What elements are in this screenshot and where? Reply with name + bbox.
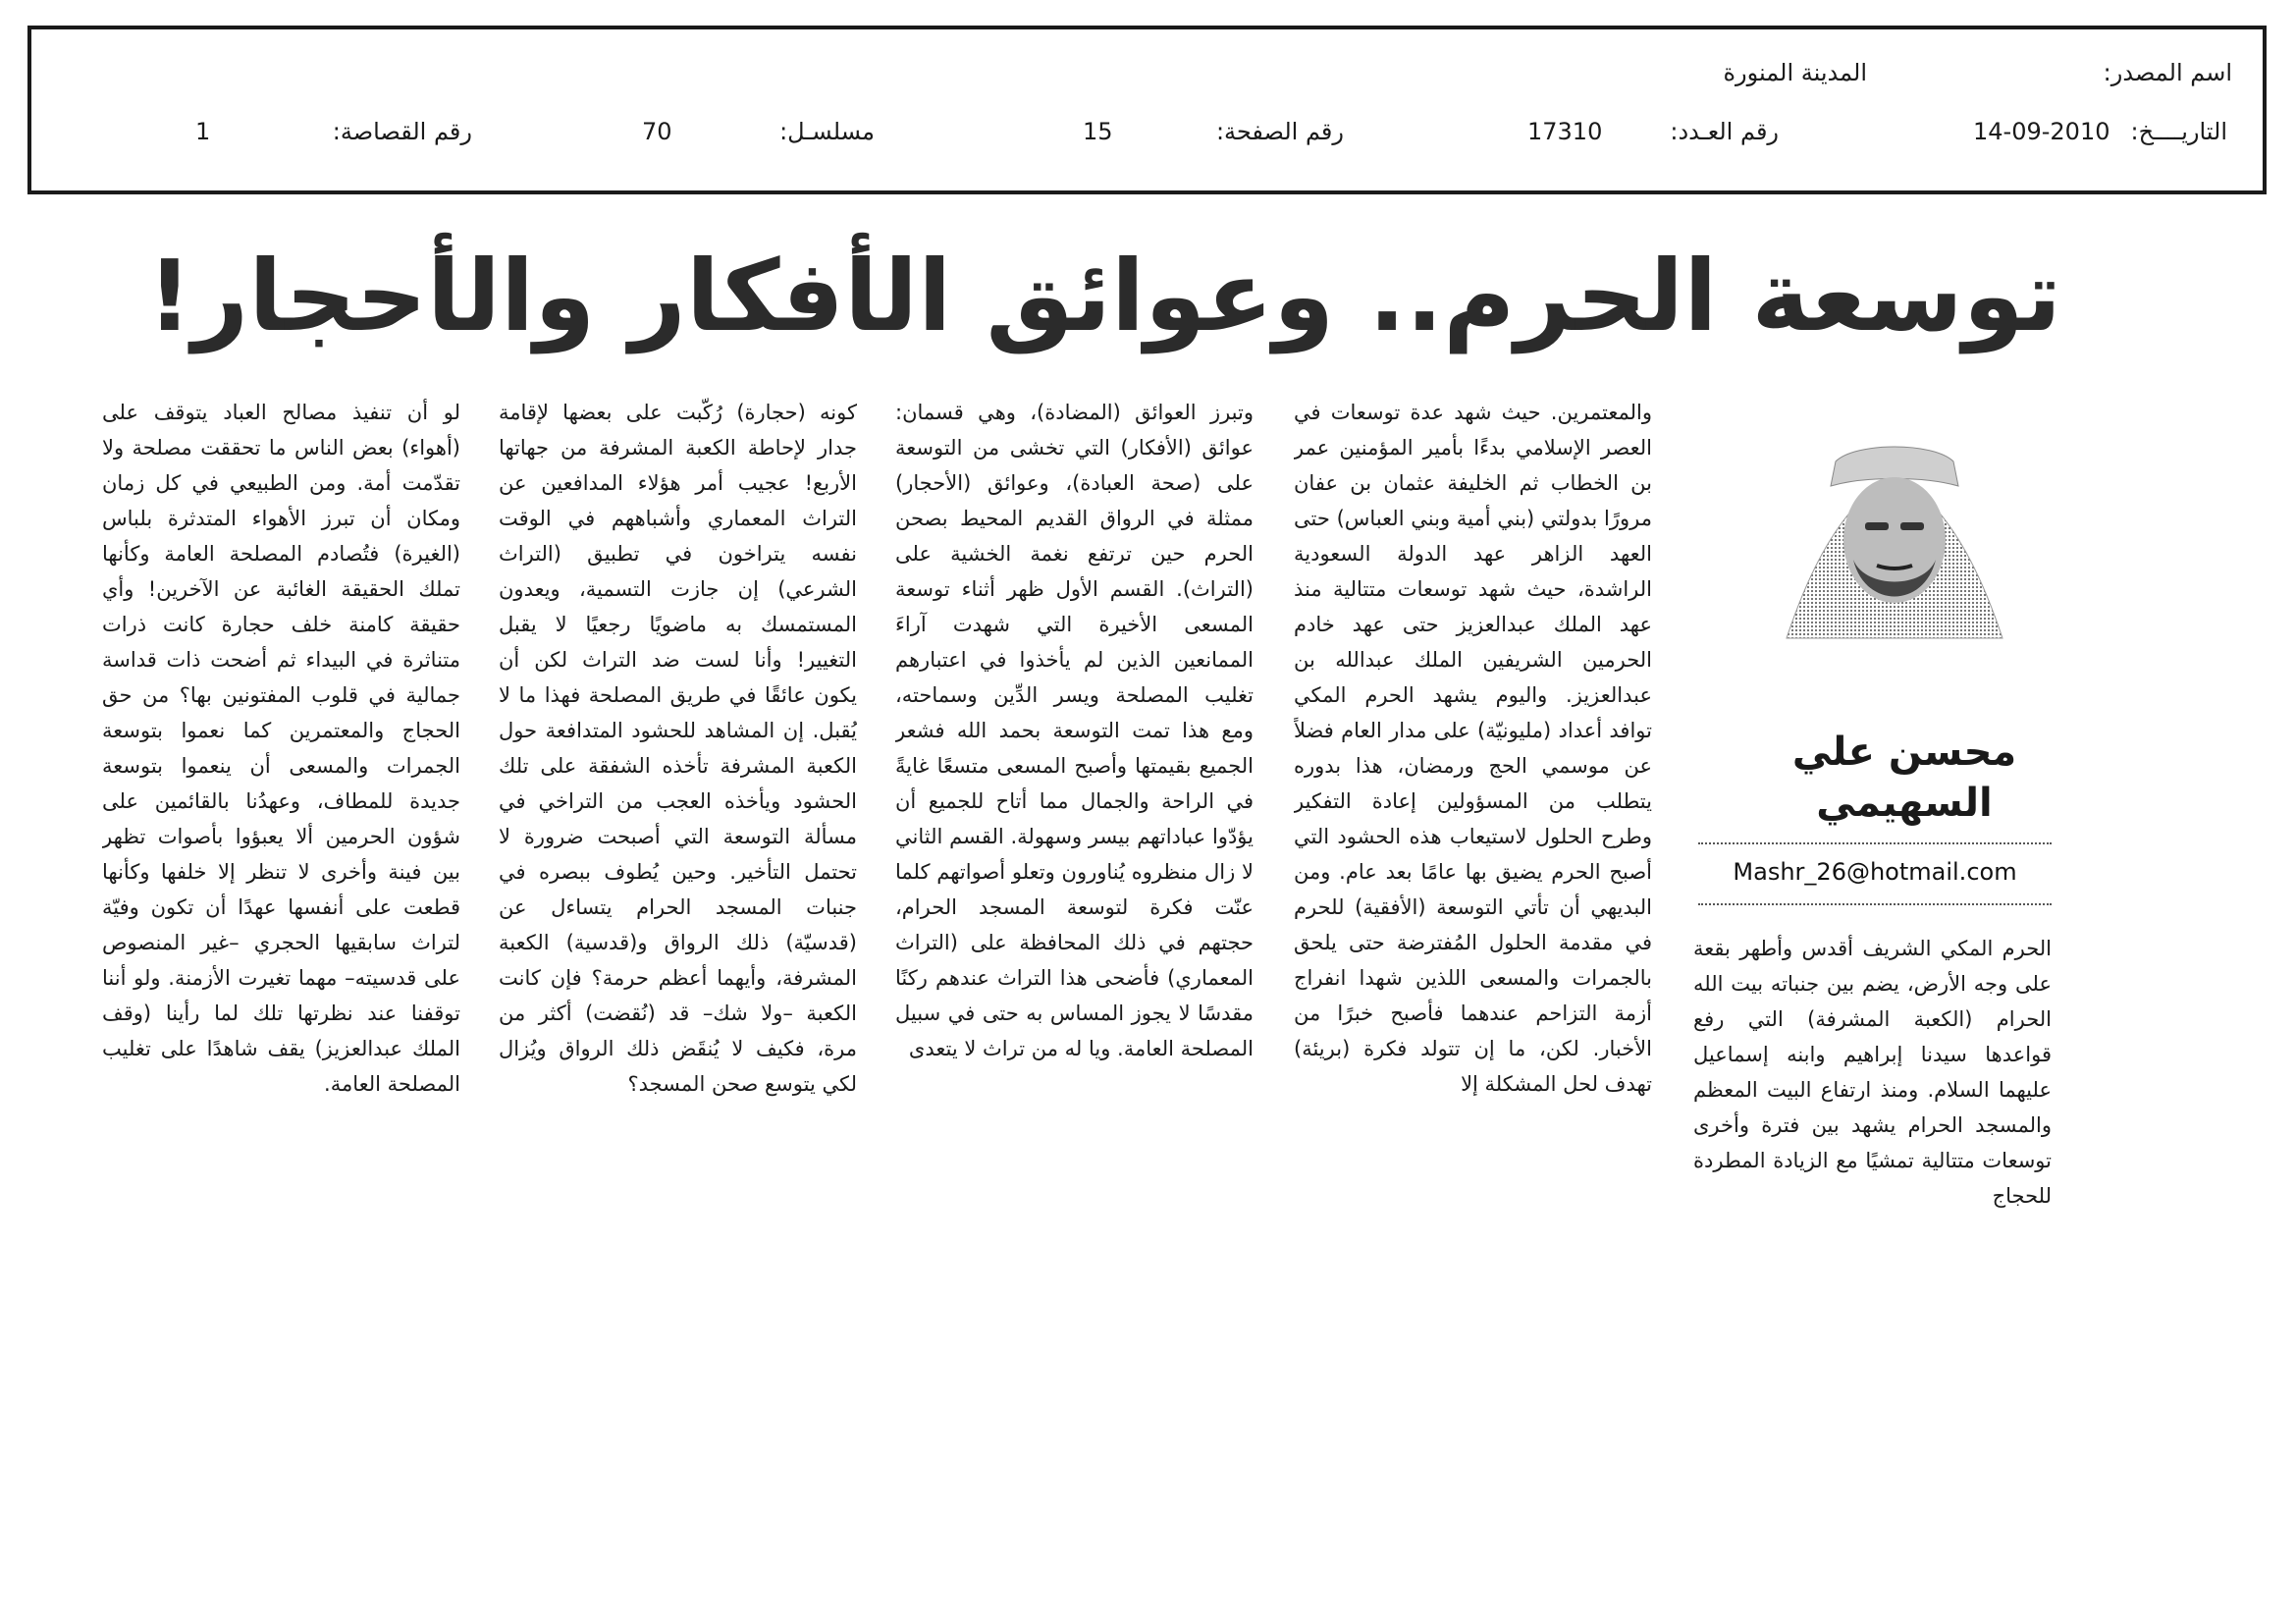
issue-label: رقم العـدد: bbox=[1670, 118, 1779, 145]
author-name bbox=[1708, 727, 2101, 829]
article-column-5 bbox=[102, 395, 460, 1278]
email-top-rule bbox=[1698, 842, 2052, 844]
column-3-text: وتبرز العوائق (المضادة)، وهي قسمان: عوائق (الأفكار) التي تخشى من التوسعة على (صحة العبادة)، وعوائق (الأحجار) ممثلة في الرواق القديم المحيط بصحن الحرم حين ترتفع نغمة الخشية على (التراث). القسم الأول ظهر أثناء توسعة المسعى الأخيرة التي شهدت آراءَ الممانعين الذين لم يأخذوا في اعتبارهم تغليب المصلحة ويسر الدِّين وسماحته، ومع هذا تمت التوسعة بحمد الله فشعر الجميع بقيمتها وأصبح المسعى متسعًا غايةً في الراحة والجمال مما أتاح للجميع أن يؤدّوا عباداتهم بيسر وسهولة. القسم الثاني لا زال منظروه يُناورون وتعلو أصواتهم كلما عنّت فكرة لتوسعة المسجد الحرام، حجتهم في ذلك المحافظة على (التراث المعماري) فأضحى هذا التراث عندهم ركنًا مقدسًا لا يجوز المساس به حتى في سبيل المصلحة العامة. ويا له من تراث لا يتعدى bbox=[895, 401, 1254, 1060]
article-column-4 bbox=[499, 395, 857, 1278]
serial-value: 70 bbox=[642, 118, 672, 145]
date-value: 14-09-2010 bbox=[1973, 118, 2110, 145]
article-column-2 bbox=[1294, 395, 1652, 1278]
author-photo bbox=[1747, 432, 2042, 648]
column-2-text: والمعتمرين. حيث شهد عدة توسعات في العصر الإسلامي بدءًا بأمير المؤمنين عمر بن الخطاب ثم الخليفة عثمان بن عفان مرورًا بدولتي (بني أمية وبني العباس) حتى العهد الزاهر عهد الدولة السعودية الراشدة، حيث شهد توسعات متتالية منذ عهد الملك عبدالعزيز حتى عهد خادم الحرمين الشريفين الملك عبدالله بن عبدالعزيز. واليوم يشهد الحرم المكي توافد أعداد (مليونيّة) على مدار العام فضلاً عن موسمي الحج ورمضان، هذا بدوره يتطلب من المسؤولين إعادة التفكير وطرح الحلول لاستيعاب هذه الحشود التي أصبح الحرم يضيق بها عامًا بعد عام. ومن البديهي أن تأتي التوسعة (الأفقية) للحرم في مقدمة الحلول المُفترضة حتى يلحق بالجمرات والمسعى اللذين شهدا انفراج أزمة التزاحم عندهما فأصبح خبرًا من الأخبار. لكن، ما إن تتولد فكرة (بريئة) تهدف لحل المشكلة إلا bbox=[1294, 401, 1652, 1096]
column-5-text: لو أن تنفيذ مصالح العباد يتوقف على (أهواء) بعض الناس ما تحققت مصلحة ولا تقدّمت أمة. ومن الطبيعي في كل زمان ومكان أن تبرز الأهواء المتدثرة بلباس (الغيرة) فتُصادم المصلحة العامة وكأنها تملك الحقيقة الغائبة عن الآخرين! وأي حقيقة كامنة خلف حجارة كانت ذرات متناثرة في البيداء ثم أضحت ذات قداسة جمالية في قلوب المفتونين بها؟ من حق الحجاج والمعتمرين كما نعموا بتوسعة الجمرات والمسعى أن ينعموا بتوسعة جديدة للمطاف، وعهدُنا بالقائمين على شؤون الحرمين ألا يعبؤوا بأصوات تظهر بين فينة وأخرى لا تنظر إلا خلفها وكأنها قطعت على أنفسها عهدًا أن تكون وفيّة لتراث سابقيها الحجري –غير المنصوص على قدسيته– مهما تغيرت الأزمنة. ولو أننا توقفنا عند نظرتها تلك لما رأينا (وقف الملك عبدالعزيز) يقف شاهدًا على تغليب المصلحة العامة. bbox=[102, 401, 460, 1096]
author-last-name: السهيمي bbox=[1816, 781, 1993, 826]
author-email: Mashr_26@hotmail.com bbox=[1733, 858, 2017, 886]
column-4-text: كونه (حجارة) رُكّبت على بعضها لإقامة جدار لإحاطة الكعبة المشرفة من جهاتها الأربع! عجيب أمر هؤلاء المدافعين عن التراث المعماري وأشباههم في الوقت نفسه يتراخون في تطبيق (التراث الشرعي) إن جازت التسمية، ويعدون المستمسك به ماضويًا رجعيًا لا يقبل التغيير! وأنا لست ضد التراث لكن أن يكون عائقًا في طريق المصلحة فهذا ما لا يُقبل. إن المشاهد للحشود المتدافعة حول الكعبة المشرفة تأخذه الشفقة على تلك الحشود ويأخذه العجب من التراخي في مسألة التوسعة التي أصبحت ضرورة لا تحتمل التأخير. وحين يُطوف ببصره في جنبات المسجد الحرام يتساءل عن (قدسيّة) ذلك الرواق و(قدسية) الكعبة المشرفة، وأيهما أعظم حرمة؟ فإن كانت الكعبة –ولا شك– قد (نُقضت) أكثر من مرة، فكيف لا يُنقَض ذلك الرواق ويُزال لكي يتوسع صحن المسجد؟ bbox=[499, 401, 857, 1096]
article-column-3 bbox=[895, 395, 1254, 1278]
metadata-box bbox=[27, 26, 2267, 194]
article-column-1 bbox=[1693, 931, 2052, 1284]
email-bottom-rule bbox=[1698, 903, 2052, 905]
date-label: التاريــــخ: bbox=[2130, 118, 2227, 145]
page-label: رقم الصفحة: bbox=[1215, 118, 1344, 145]
column-1-text: الحرم المكي الشريف أقدس وأطهر بقعة على وجه الأرض، يضم بين جنباته بيت الله الحرام (الكعبة المشرفة) التي رفع قواعدها سيدنا إبراهيم وابنه إسماعيل عليهما السلام. ومنذ ارتفاع البيت المعظم والمسجد الحرام يشهد بين فترة وأخرى توسعات متتالية تمشيًا مع الزيادة المطردة للحجاج bbox=[1693, 937, 2052, 1208]
article-headline: توسعة الحرم.. وعوائق الأفكار والأحجار! bbox=[147, 239, 2061, 353]
source-value: المدينة المنورة bbox=[1723, 59, 1867, 86]
serial-label: مسلسـل: bbox=[779, 118, 875, 145]
clip-label: رقم القصاصة: bbox=[332, 118, 472, 145]
author-first-name: محسن علي bbox=[1791, 730, 2017, 775]
clip-value: 1 bbox=[195, 118, 211, 145]
source-label: اسم المصدر: bbox=[2103, 59, 2232, 86]
page-value: 15 bbox=[1083, 118, 1113, 145]
issue-value: 17310 bbox=[1527, 118, 1603, 145]
